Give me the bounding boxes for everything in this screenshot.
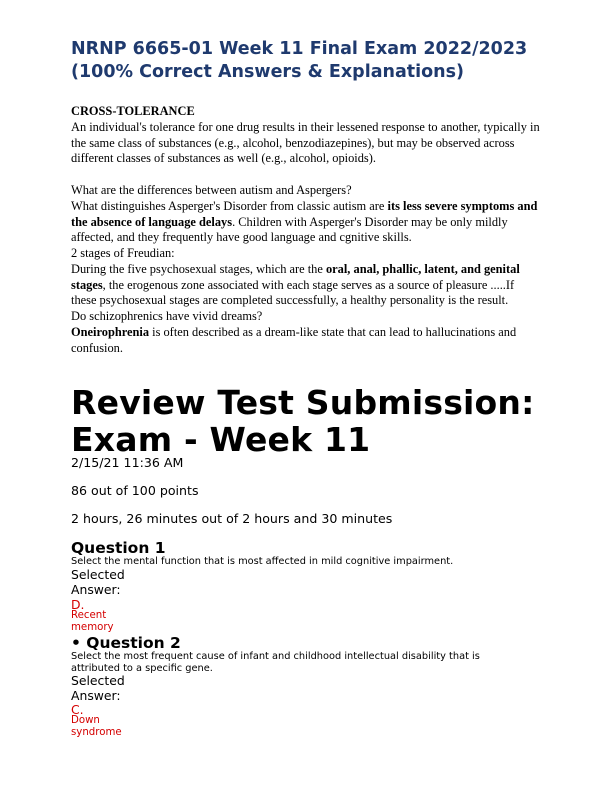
aspergers-body-post: . Children with Asperger's Disorder may be only mildly affected, and they frequently have good language and cgnitive skills.	[71, 214, 508, 245]
cross-tolerance-section	[71, 104, 541, 167]
question-1-title: Question 1	[71, 539, 166, 557]
schizo-question: Do schizophrenics have vivid dreams?	[71, 309, 263, 323]
question-2-text: Select the most frequent cause of infant and childhood intellectual disability that is attributed to a specific gene.	[71, 651, 480, 674]
submission-date: 2/15/21 11:36 AM	[71, 455, 184, 470]
submission-time: 2 hours, 26 minutes out of 2 hours and 30 minutes	[71, 511, 393, 526]
aspergers-body-pre: What distinguishes Asperger's Disorder from classic autism are	[71, 198, 388, 213]
aspergers-section	[71, 183, 541, 246]
question-2-answer-text: Down syndrome	[71, 715, 122, 738]
question-1-answer-letter: D.	[71, 597, 85, 612]
question-2-title: • Question 2	[71, 634, 181, 652]
review-heading	[71, 384, 571, 458]
freudian-section	[71, 246, 541, 309]
review-heading-line2: Exam - Week 11	[71, 420, 371, 459]
question-2-answer-label: Answer:	[71, 688, 121, 703]
cross-tolerance-heading: CROSS-TOLERANCE	[71, 104, 195, 118]
question-2-answer-letter: C.	[71, 702, 84, 717]
schizophrenia-section	[71, 309, 541, 356]
aspergers-body-bold: its less severe symptoms and the absence of language delays	[71, 198, 538, 229]
freudian-body-bold: oral, anal, phallic, latent, and genital stages	[71, 261, 520, 292]
review-heading-line1: Review Test Submission:	[71, 383, 535, 422]
freudian-question: 2 stages of Freudian:	[71, 246, 175, 260]
schizo-body	[71, 325, 541, 357]
freudian-body-post: , the erogenous zone associated with each stage serves as a source of pleasure .....If these psychosexual stages are completed successfully, a healthy personality is the result.	[71, 277, 515, 308]
freudian-body-pre: During the five psychosexual stages, which are the	[71, 261, 326, 276]
question-1-answer-label: Answer:	[71, 582, 121, 597]
question-2-selected-label: Selected	[71, 673, 125, 688]
question-1-selected-label: Selected	[71, 567, 125, 582]
aspergers-body	[71, 199, 541, 246]
aspergers-question: What are the differences between autism and Aspergers?	[71, 183, 352, 197]
submission-score: 86 out of 100 points	[71, 483, 199, 498]
cross-tolerance-body: An individual's tolerance for one drug results in their lessened response to another, typically in the same class of substances (e.g., alcohol, benzodiazepines), but may be observed across different classes of substances as well (e.g., alcohol, opioids).	[71, 119, 540, 166]
question-1-answer-text: Recent memory	[71, 610, 114, 633]
schizo-body-bold: Oneirophrenia	[71, 324, 150, 339]
question-1-text: Select the mental function that is most affected in mild cognitive impairment.	[71, 556, 454, 567]
schizo-body-post: is often described as a dream-like state that can lead to hallucinations and confusion.	[71, 324, 517, 355]
freudian-body	[71, 262, 541, 309]
document-title: NRNP 6665-01 Week 11 Final Exam 2022/2023 (100% Correct Answers & Explanations)	[71, 39, 528, 82]
